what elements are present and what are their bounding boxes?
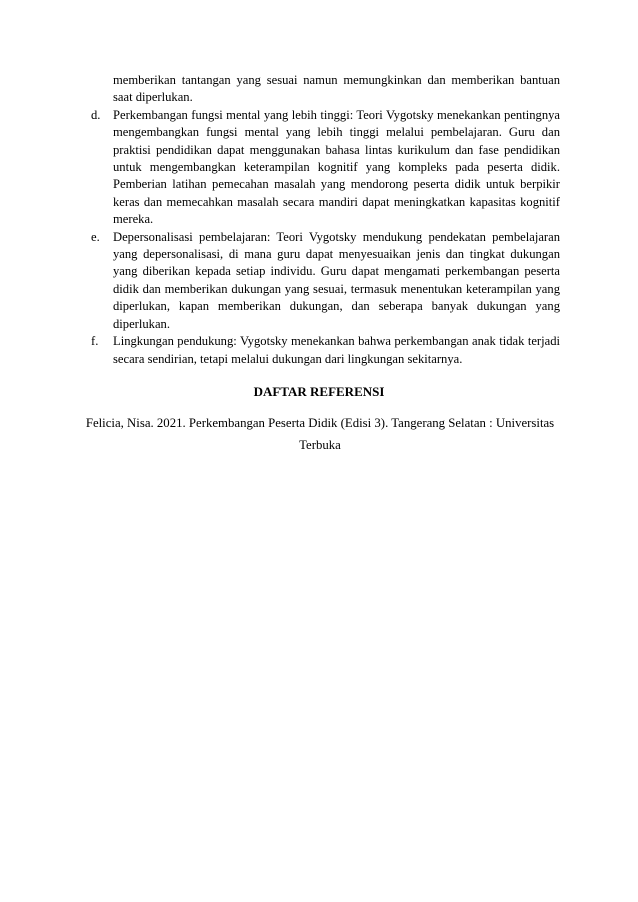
list-item-text: Perkembangan fungsi mental yang lebih tinggi: Teori Vygotsky menekankan pentingnya mengembangkan fungsi mental yang lebih tinggi melalui pembelajaran. Guru dan praktisi pendidikan dapat menggunakan bahasa lintas kurikulum dan fase pendidikan untuk mengembangkan keterampilan kognitif yang kompleks pada peserta didik. Pemberian latihan pemecahan masalah yang mendorong peserta didik untuk berpikir keras dan memecahkan masalah secara mandiri dapat meningkatkan kapasitas kognitif mereka. <box>113 107 560 227</box>
list-item <box>91 107 560 229</box>
list-item <box>91 333 560 368</box>
list-item <box>91 229 560 333</box>
list-item-marker: e. <box>91 229 100 244</box>
list-item-text: memberikan tantangan yang sesuai namun memungkinkan dan memberikan bantuan saat diperlukan. <box>113 73 560 105</box>
list-item-marker: d. <box>91 107 101 122</box>
list-item-text: Depersonalisasi pembelajaran: Teori Vygotsky mendukung pendekatan pembelajaran yang depersonalisasi, di mana guru dapat menyesuaikan jenis dan tingkat dukungan yang diberikan kepada setiap individu. Guru dapat mengamati perkembangan peserta didik dan memberikan dukungan yang sesuai, termasuk menentukan keterampilan yang diperlukan, kapan memberikan dukungan, dan seberapa banyak dukungan yang diperlukan. <box>113 229 560 331</box>
reference-entry: Felicia, Nisa. 2021. Perkembangan Peserta Didik (Edisi 3). Tangerang Selatan : Universitas Terbuka <box>85 416 555 452</box>
list-item-text: Lingkungan pendukung: Vygotsky menekankan bahwa perkembangan anak tidak terjadi secara sendirian, tetapi melalui dukungan dari lingkungan sekitarnya. <box>113 334 560 366</box>
list-item-marker: f. <box>91 334 99 349</box>
references-heading: DAFTAR REFERENSI <box>253 384 385 399</box>
numbered-list <box>91 72 560 368</box>
list-item-continuation <box>91 72 560 107</box>
